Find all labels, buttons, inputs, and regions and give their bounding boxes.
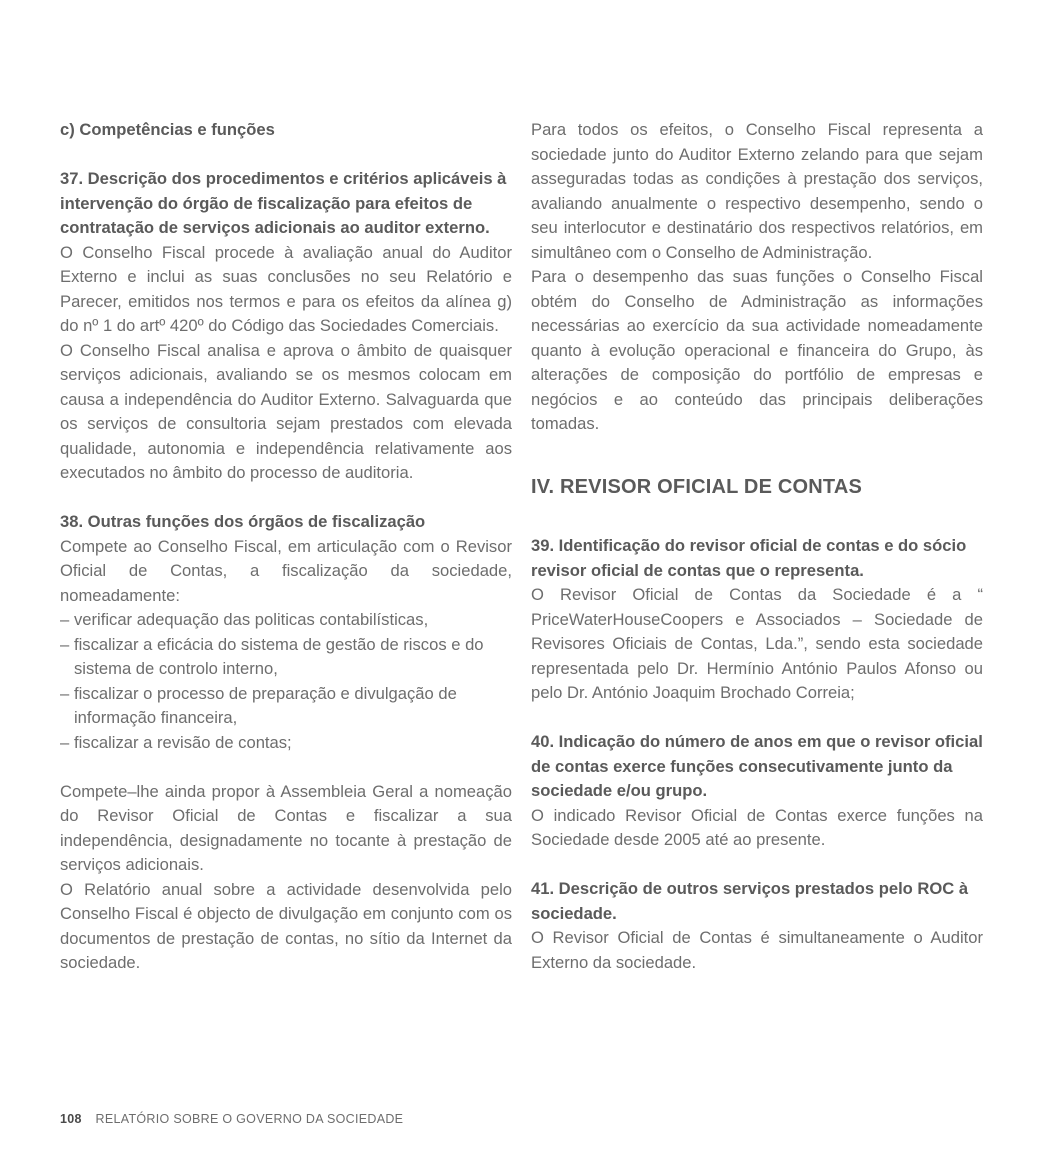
- item-41-heading: 41. Descrição de outros serviços prestados pelo ROC à sociedade.: [531, 879, 969, 923]
- footer-title: RELATÓRIO SOBRE O GOVERNO DA SOCIEDADE: [95, 1112, 404, 1126]
- left-column: [60, 118, 512, 976]
- section-c-heading: c) Competências e funções: [60, 120, 275, 139]
- item-38-paragraph-1: Compete ao Conselho Fiscal, em articulação com o Revisor Oficial de Contas, a fiscalização da sociedade, nomeadamente:: [60, 536, 512, 605]
- continuation-paragraph-2: Para o desempenho das suas funções o Conselho Fiscal obtém do Conselho de Administração as informações necessárias ao exercício da sua actividade nomeadamente quanto à evolução operacional e financeira do Grupo, às alterações de composição do portfólio de empresas e negócios e ao conteúdo das principais deliberações tomadas.: [531, 267, 983, 433]
- item-40-paragraph: O indicado Revisor Oficial de Contas exerce funções na Sociedade desde 2005 até ao presente.: [531, 805, 983, 849]
- list-item: – fiscalizar a revisão de contas;: [60, 731, 512, 756]
- item-38-paragraph-2: Compete–lhe ainda propor à Assembleia Geral a nomeação do Revisor Oficial de Contas e fiscalizar a sua independência, designadamente no tocante à prestação de serviços adicionais.: [60, 781, 512, 874]
- list-dash: –: [60, 683, 70, 703]
- item-37-paragraph-2: O Conselho Fiscal analisa e aprova o âmbito de quaisquer serviços adicionais, avaliando se os mesmos colocam em causa a independência do Auditor Externo. Salvaguarda que os serviços de consultoria sejam prestados com elevada qualidade, autonomia e independência relativamente aos executados no âmbito do processo de auditoria.: [60, 340, 512, 482]
- list-item: – fiscalizar a eficácia do sistema de gestão de riscos e do sistema de controlo interno,: [60, 634, 484, 678]
- item-38-list: [60, 608, 512, 755]
- section-iv-heading: IV. REVISOR OFICIAL DE CONTAS: [531, 476, 863, 498]
- list-item: – fiscalizar o processo de preparação e divulgação de informação financeira,: [60, 683, 457, 727]
- item-38-paragraph-3: O Relatório anual sobre a actividade desenvolvida pelo Conselho Fiscal é objecto de divulgação em conjunto com os documentos de prestação de contas, no sítio da Internet da sociedade.: [60, 879, 512, 972]
- item-37-heading: 37. Descrição dos procedimentos e critérios aplicáveis à intervenção do órgão de fiscalização para efeitos de contratação de serviços adicionais ao auditor externo.: [60, 169, 507, 237]
- page-footer: [60, 1112, 403, 1126]
- item-38-heading: 38. Outras funções dos órgãos de fiscalização: [60, 512, 426, 531]
- page-number: 108: [60, 1112, 82, 1126]
- continuation-paragraph-1: Para todos os efeitos, o Conselho Fiscal representa a sociedade junto do Auditor Externo zelando para que sejam asseguradas todas as condições à prestação dos serviços, avaliando anualmente o respectivo desempenho, sendo o seu interlocutor e destinatário dos respectivos relatórios, em simultâneo com o Conselho de Administração.: [531, 120, 983, 262]
- right-column: [531, 118, 983, 975]
- list-item: – verificar adequação das politicas contabilísticas,: [60, 608, 512, 633]
- item-39-heading: 39. Identificação do revisor oficial de contas e do sócio revisor oficial de contas que o representa.: [531, 536, 967, 580]
- item-37-paragraph-1: O Conselho Fiscal procede à avaliação anual do Auditor Externo e inclui as suas conclusões no seu Relatório e Parecer, emitidos nos termos e para os efeitos da alínea g) do nº 1 do artº 420º do Código das Sociedades Comerciais.: [60, 242, 512, 335]
- item-39-paragraph: O Revisor Oficial de Contas da Sociedade é a “ PriceWaterHouseCoopers e Associados – Sociedade de Revisores Oficiais de Contas, Lda.”, sendo esta sociedade representada pelo Dr. Hermínio António Paulos Afonso ou pelo Dr. António Joaquim Brochado Correia;: [531, 585, 983, 702]
- item-41-paragraph: O Revisor Oficial de Contas é simultaneamente o Auditor Externo da sociedade.: [531, 928, 983, 972]
- item-40-heading: 40. Indicação do número de anos em que o revisor oficial de contas exerce funções consecutivamente junto da sociedade e/ou grupo.: [531, 732, 983, 800]
- list-dash: –: [60, 634, 70, 654]
- list-dash: –: [60, 610, 70, 629]
- list-dash: –: [60, 732, 70, 752]
